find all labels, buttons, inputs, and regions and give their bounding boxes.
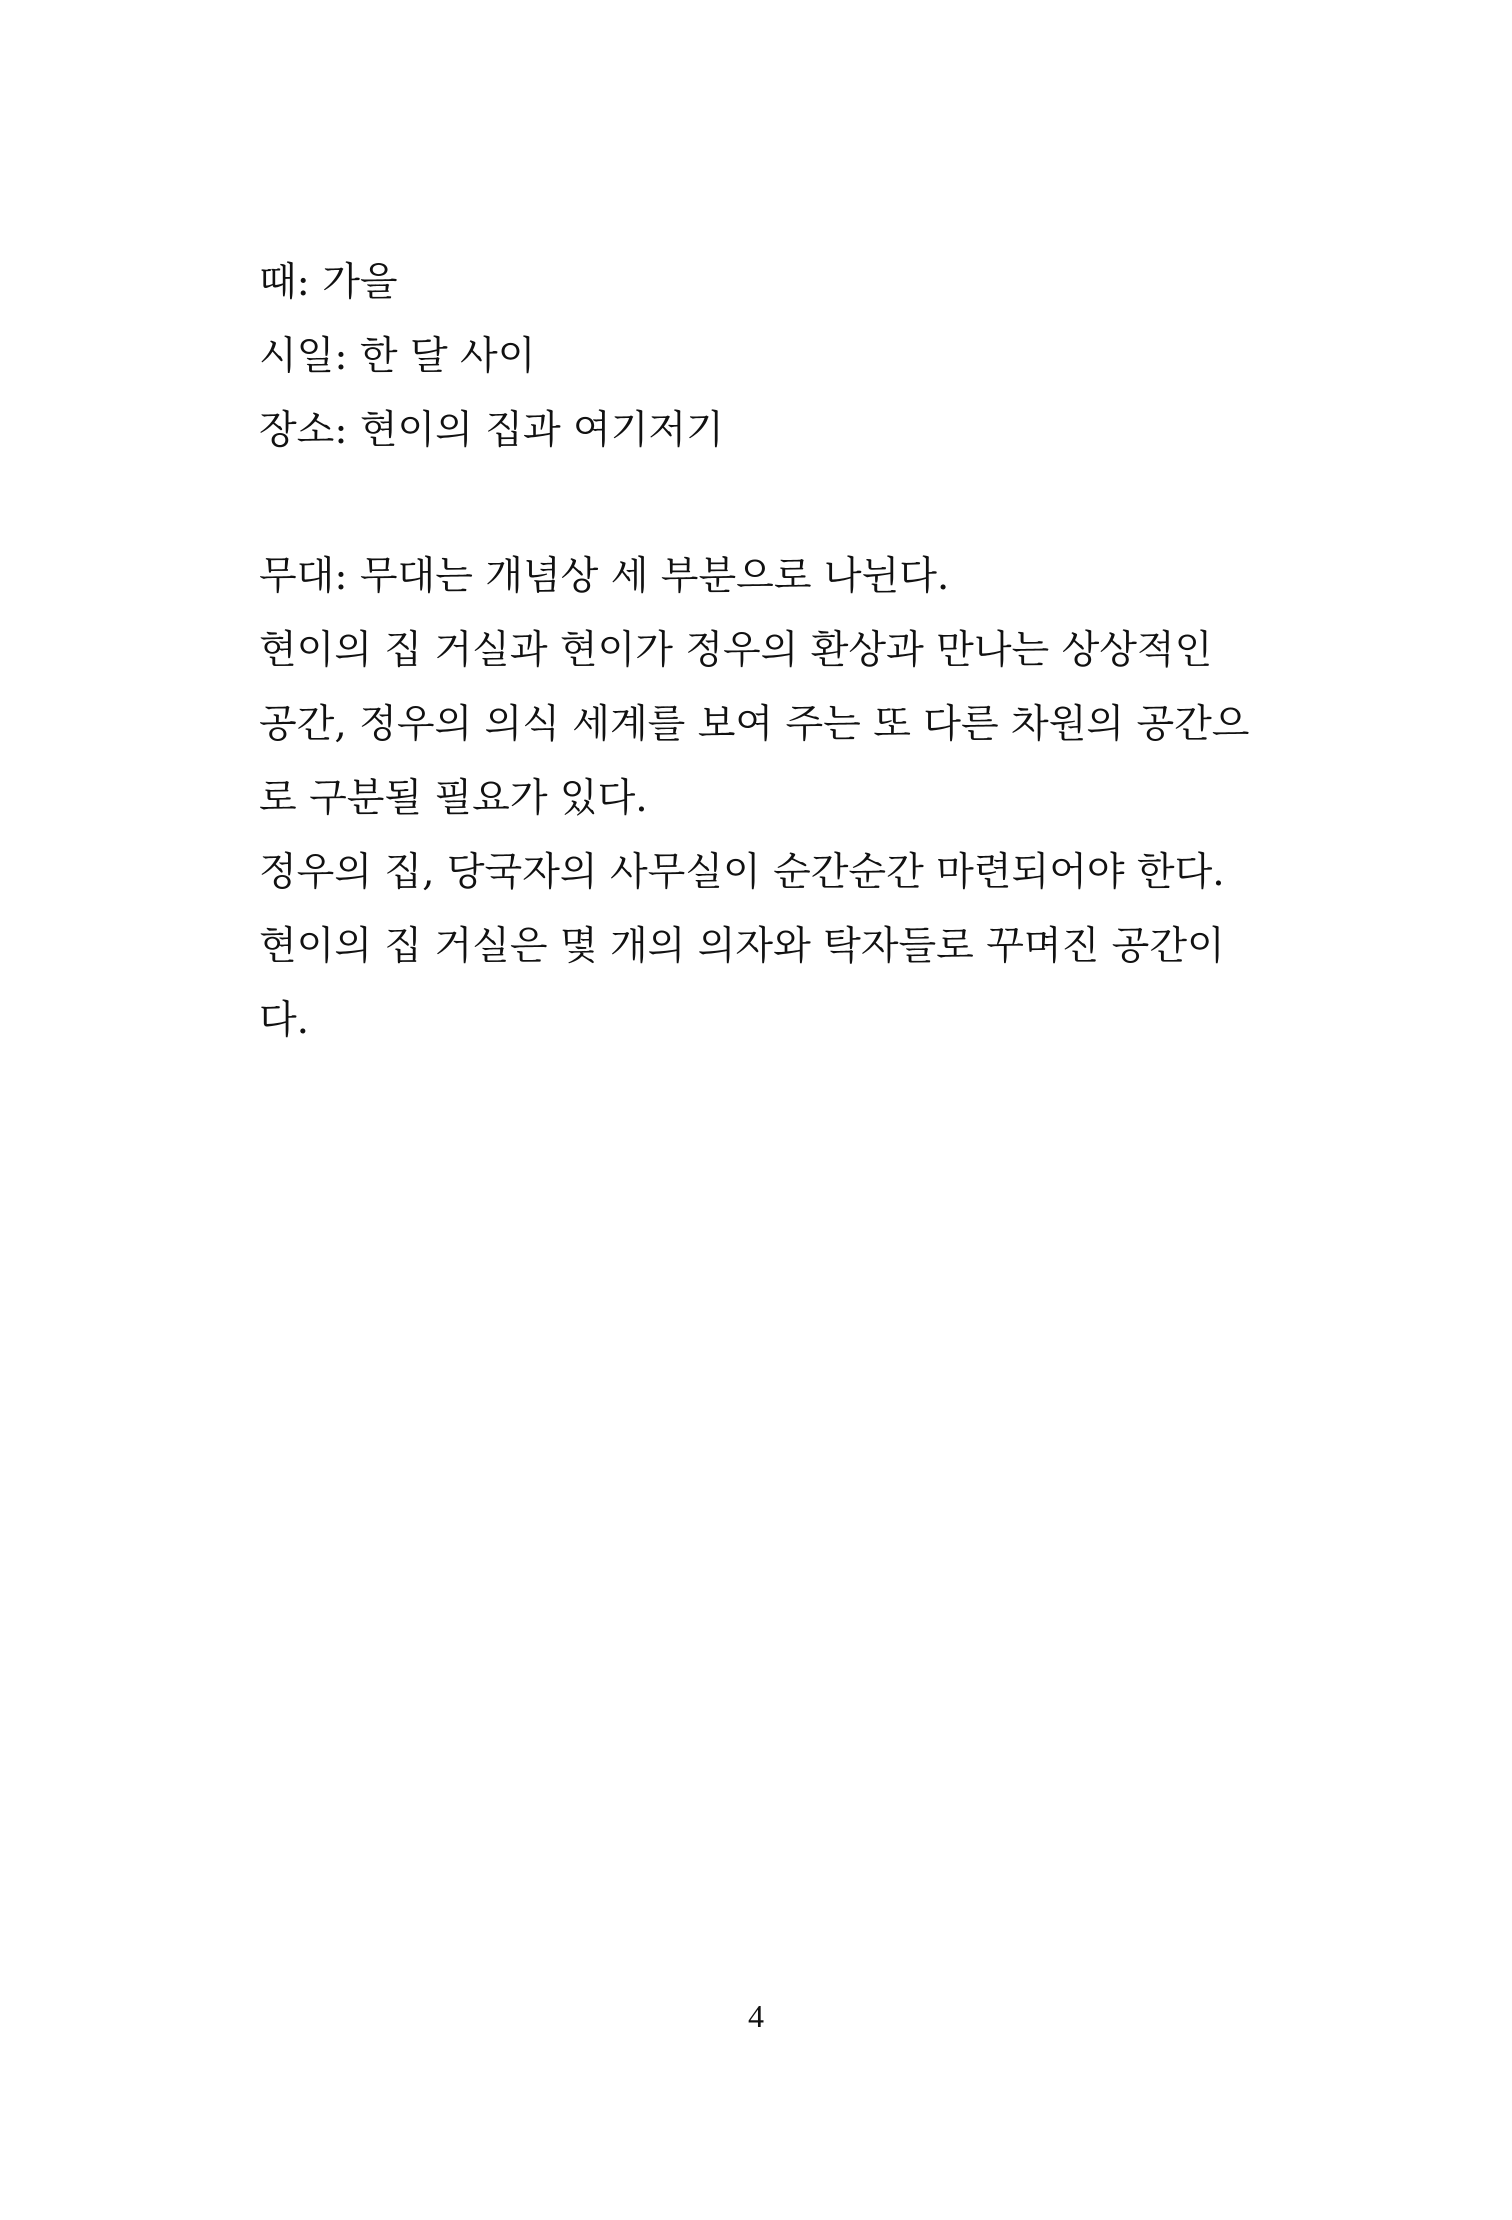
stage-line: 로 구분될 필요가 있다.: [259, 776, 648, 821]
page-number: 4: [748, 1998, 764, 2034]
page-content: [259, 246, 1250, 1058]
paragraph-gap: [259, 468, 1209, 540]
setting-period: 시일: 한 달 사이: [259, 334, 536, 379]
stage-line: 공간, 정우의 의식 세계를 보여 주는 또 다른 차원의 공간으: [259, 702, 1250, 747]
stage-line: 정우의 집, 당국자의 사무실이 순간순간 마련되어야 한다.: [259, 850, 1225, 895]
stage-line: 무대: 무대는 개념상 세 부분으로 나뉜다.: [259, 554, 950, 599]
stage-line: 현이의 집 거실은 몇 개의 의자와 탁자들로 꾸며진 공간이: [259, 924, 1225, 969]
stage-line: 다.: [259, 998, 310, 1043]
stage-line: 현이의 집 거실과 현이가 정우의 환상과 만나는 상상적인: [259, 628, 1213, 673]
stage-description: [259, 540, 1250, 1058]
setting-time: 때: 가을: [259, 260, 398, 305]
setting-place: 장소: 현이의 집과 여기저기: [259, 408, 724, 453]
